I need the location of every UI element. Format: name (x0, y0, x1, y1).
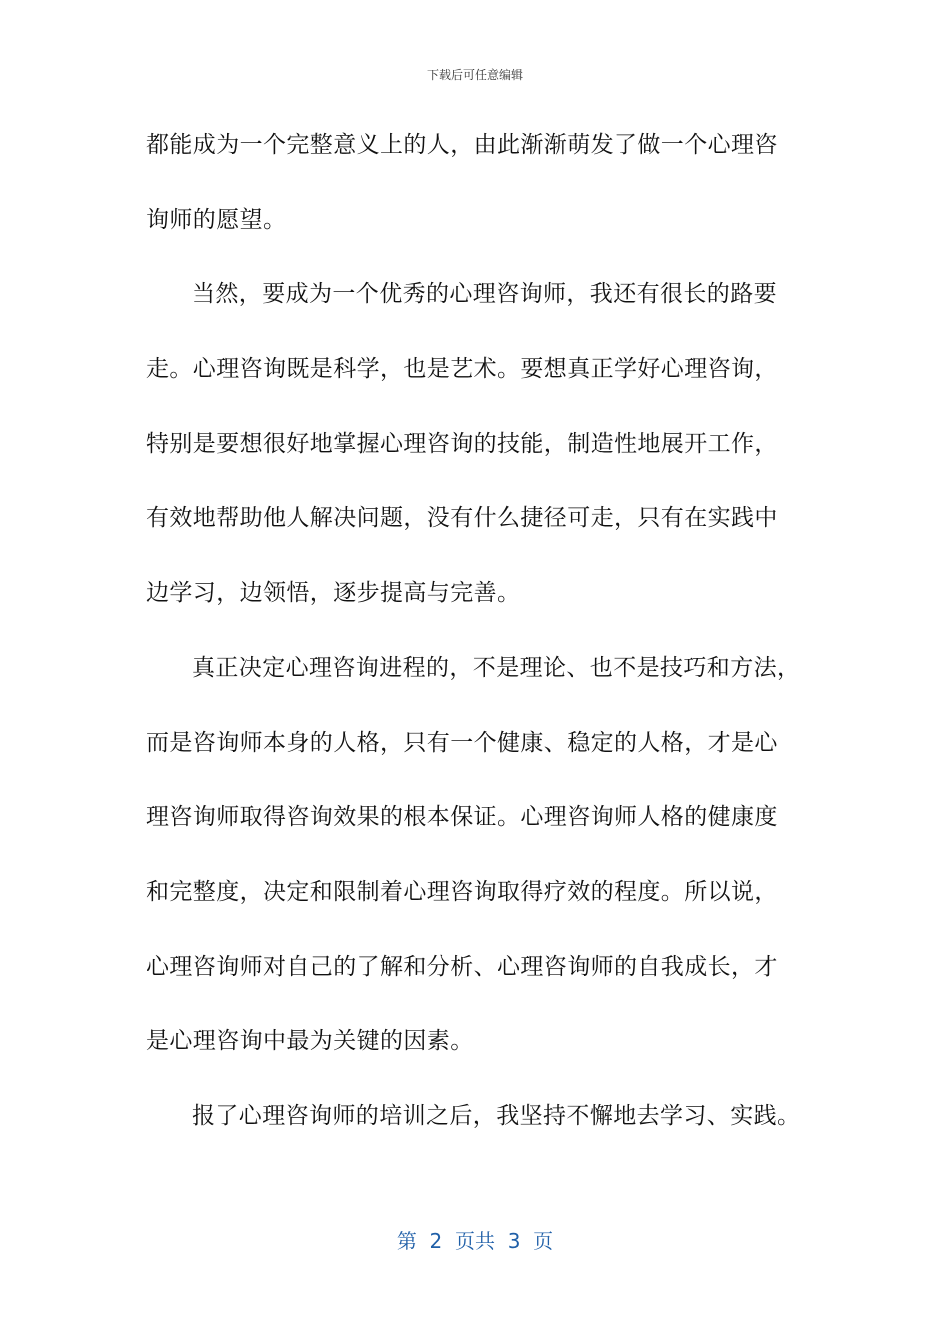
text-line: 和完整度，决定和限制着心理咨询取得疗效的程度。所以说， (146, 878, 778, 905)
text-line: 理咨询师取得咨询效果的根本保证。心理咨询师人格的健康度 (146, 804, 778, 831)
text-line: 当然，要成为一个优秀的心理咨询师，我还有很长的路要 (192, 281, 777, 308)
text-line: 询师的愿望。 (146, 206, 287, 233)
document-body (146, 114, 826, 1160)
text-line: 是心理咨询中最为关键的因素。 (146, 1028, 474, 1055)
text-line: 有效地帮助他人解决问题，没有什么捷径可走，只有在实践中 (146, 505, 778, 532)
page-number-footer: 第 2 页共 3 页 (396, 1229, 554, 1253)
text-line: 特别是要想很好地掌握心理咨询的技能，制造性地展开工作， (146, 430, 778, 457)
text-line: 而是咨询师本身的人格，只有一个健康、稳定的人格，才是心 (146, 729, 778, 756)
text-line: 走。心理咨询既是科学，也是艺术。要想真正学好心理咨询， (146, 356, 778, 383)
text-line: 边学习，边领悟，逐步提高与完善。 (146, 580, 521, 607)
text-line: 心理咨询师对自己的了解和分析、心理咨询师的自我成长，才 (146, 953, 778, 980)
text-line: 都能成为一个完整意义上的人，由此渐渐萌发了做一个心理咨 (146, 132, 778, 158)
page-header: 下载后可任意编辑 (426, 68, 523, 82)
text-line: 报了心理咨询师的培训之后，我坚持不懈地去学习、实践。 (192, 1102, 801, 1129)
text-line: 真正决定心理咨询进程的，不是理论、也不是技巧和方法， (192, 654, 801, 681)
